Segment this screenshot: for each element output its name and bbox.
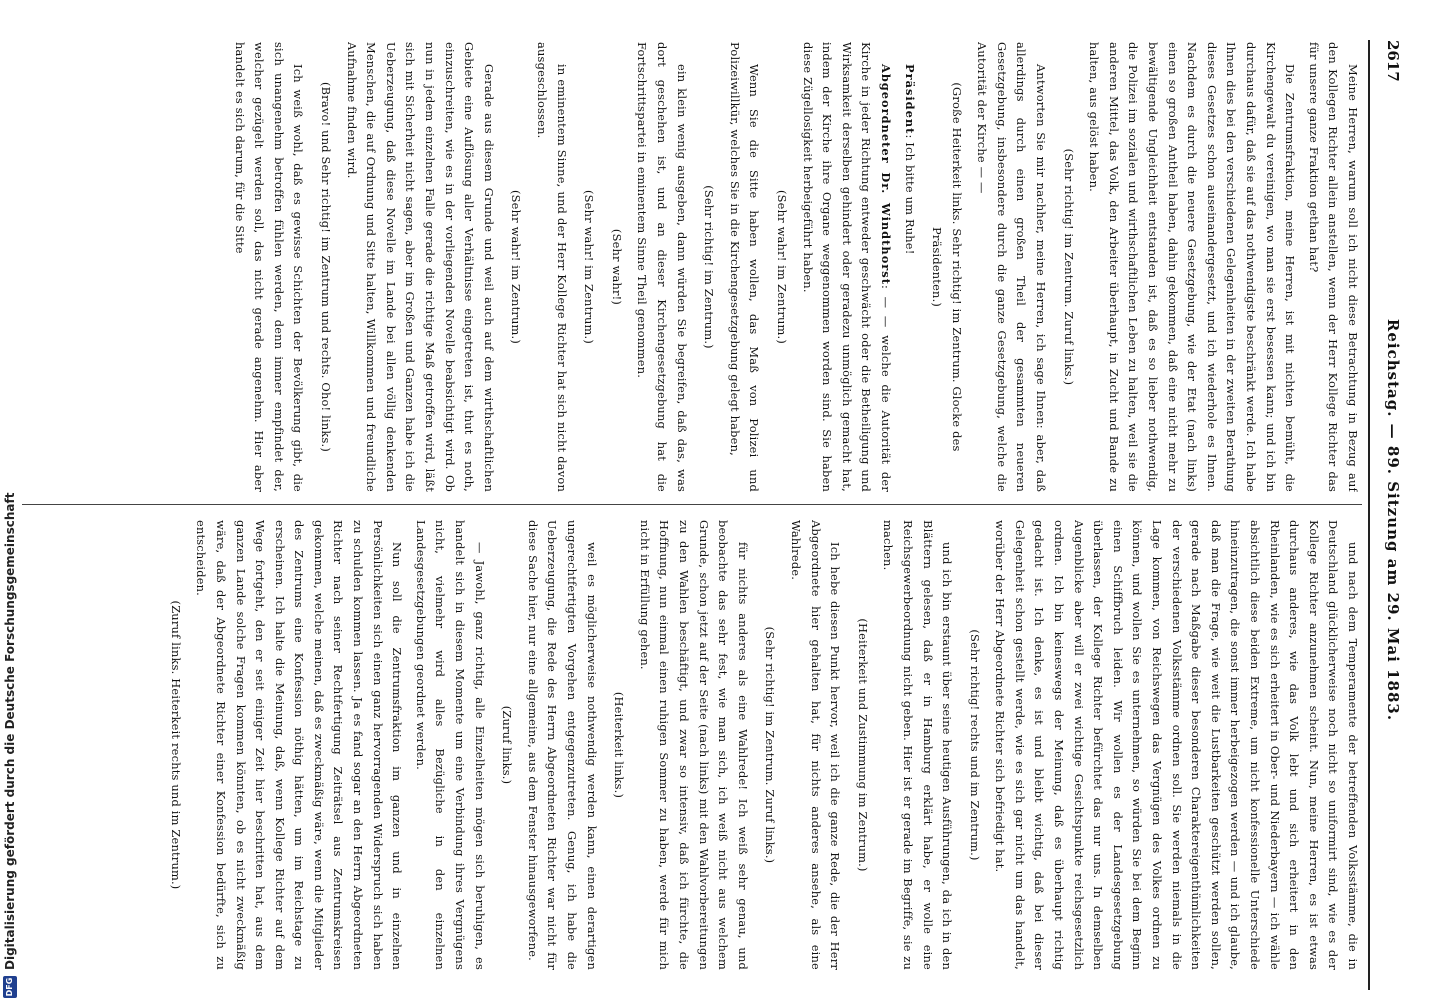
speaker-name: Abgeordneter Dr. Windthorst: [878, 64, 893, 285]
body-paragraph: Wenn Sie die Sitte haben wollen, das Maß von Polizei und Polizeiwillkür, welches Sie in die Kirchengesetzgebung gelegt haben,: [727, 42, 762, 492]
interjection-note: (Sehr richtig! im Zentrum.): [702, 185, 717, 349]
body-paragraph: weil es möglicherweise nothwendig werden kann, einen derartigen ungerechtfertigten Vorgehen entgegenzutreten. Genug, ich habe die Ueberzeugung, die Rede des Herrn Abgeordneten Richter war nicht für diese Sache hier, nur eine allgemeine, aus dem Fenster hinausgeworfene.: [525, 520, 599, 970]
interjection-note: (Sehr richtig! rechts und im Zentrum.): [967, 629, 982, 861]
body-paragraph: Nun soll die Zentrumsfraktion im ganzen und in einzelnen Persönlichkeiten sich einen ganz hervorragenden Widerspruch sich haben zu schulden kommen lassen. Ja es fand sogar an den Herrn Abgeordneten Richter nach seiner Rechtfertigung Zeiträtsel aus Zentrumskreisen gekommen, welche meinen, daß es zweckmäßig wäre, wenn die Mitglieder des Zentrums eine Konfession nöthig hätten, um im Reichstage zu erscheinen. Ich halte die Meinung, daß, wenn Kollege Richter auf dem Wege fortgeht, den er seit einiger Zeit hier beschritten hat, aus dem ganzen Lande solche Fragen kommen könnten, ob es nicht zweckmäßig wäre, daß der Abgeordnete Richter einer Konfession bedürfte, sich zu entscheiden.: [194, 520, 405, 970]
page-title: Reichstag. — 89. Sitzung am 29. Mai 1883.: [1384, 318, 1402, 722]
body-paragraph: Präsident: Ich bitte um Ruhe!: [902, 64, 917, 255]
interjection-note: (Sehr wahr! im Zentrum.): [582, 190, 597, 344]
interjection-note: (Heiterkeit und Zustimmung im Zentrum.): [855, 618, 870, 872]
interjection-note: (Heiterkeit links.): [612, 691, 627, 799]
interjection-note: (Sehr wahr!): [609, 228, 624, 306]
body-paragraph: und nach dem Temperamente der betreffenden Volksstämme, die in Deutschland glücklicherweise noch nicht so uniformirt sind, wie es der Kollege Richter anzunehmen scheint. Nun, meine Herren, es ist etwas durchaus anderes, wie das Volk lebt und sich erheitert in den Rheinlanden, wie es sich erheitert in Ober- und Niederbayern — ich wähle absichtlich diese beiden Extreme, um nicht konfessionelle Unterschiede hineinzutragen, die sonst immer herbeigezogen werden — und ich glaube, daß man die Frage, wie weit die Lustbarkeiten geschützt werden sollen, gerade nach Maßgabe dieser besonderen Charaktereigenthümlichkeiten der verschiedenen Volksstämme ordnen soll. Sie werden niemals in die Lage kommen, von Reichswegen das Vergnügen des Volkes ordnen zu können, und wollen Sie es unternehmen, so würden Sie bei dem Beginn einen Schiffbruch leiden. Wir wollen es der Landesgesetzgebung überlassen, der Kollege Richter befürchtet das nur uns. In demselben Augenblicke aber will er zwei wichtige Gesichtspunkte reichsgesetzlich ordnen. Ich bin keineswegs der Meinung, daß es überhaupt richtig gedacht ist. Ich denke, es ist und bleibt wichtig, daß bei dieser Gelegenheit schon gestellt werde, wie es sich gar nicht um das handelt, worüber der Herr Abgeordnete Richter sich befriedigt hat.: [993, 520, 1360, 970]
body-paragraph: Die Zentrumsfraktion, meine Herren, ist mit nichten bemüht, die Kirchengewalt du vereinigen, wo man sie erst besessen kann; und ich bin durchaus dafür, daß sie auf das nothwendigste beschränkt werde. Ich habe Ihnen dies bei den verschiedenen Gelegenheiten in der zweiten Berathung dieses Gesetzes schon auseinandergesetzt, und ich wiederhole es Ihnen. Nachdem es durch die neuere Gesetzgebung, wie der Etat (nach links) einen so großen Antheil haben, dahin gekommen, daß eine nicht mehr zu bewältigende Ungleichheit entstanden ist, daß es so lieber nothwendig, die Polizei im sozialen und wirthschaftlichen Leben zu halten, weil sie die anderen Mittel, das Volk, den Arbeiter überhaupt, in Zucht und Bande zu halten, aus gelöst haben.: [1087, 42, 1298, 492]
interjection-note: (Bravo! und Sehr richtig! im Zentrum und rechts. Oho! links.): [319, 82, 334, 452]
interjection-note: (Zuruf links.): [500, 705, 515, 785]
page-header: [1374, 40, 1410, 1000]
speaker-name: Präsident: [902, 64, 917, 135]
text-column-left: [22, 42, 1362, 492]
funder-notice: Digitalisierung gefördert durch die Deutsche Forschungsgemeinschaft: [3, 492, 17, 970]
dfg-logo: DFG: [3, 976, 17, 998]
body-paragraph: Antworten Sie mir nachher, meine Herren, ich sage Ihnen: aber, daß allerdings durch einen großen Theil der gesammten neueren Gesetzgebung, insbesondere durch die ganze Gesetzgebung, welche die Autorität der Kirche — —: [975, 42, 1049, 492]
body-paragraph: und ich bin erstaunt über seine heutigen Ausführungen, da ich in den Blättern gelesen, daß er in Hamburg erklärt habe, er wolle eine Reichsgewerbeordnung nicht geben. Hier ist er gerade im Begriffe, sie zu machen.: [881, 520, 955, 970]
body-paragraph: Gerade aus diesem Grunde und weil auch auf dem wirthschaftlichen Gebiete eine Auflösung aller Verhältnisse eingetreten ist, thut es noth, einzuschreiten, wie es in der vorliegenden Novelle beabsichtigt wird. Ob nun in jedem einzelnen Falle gerade die richtige Maß getroffen wird, läßt sich mit Sicherheit nicht sagen, aber im Großen und Ganzen habe ich die Ueberzeugung, daß diese Novelle im Lande bei allen völlig denkenden Menschen, die auf Ordnung und Sitte halten, Willkommen und freundliche Aufnahme finden wird.: [344, 42, 496, 492]
body-paragraph: Meine Herren, warum soll ich nicht diese Betrachtung in Bezug auf den Kollegen Richter allein anstellen, wenn der Herr Kollege Richter das für unsere ganze Fraktion gethan hat?: [1306, 42, 1360, 492]
column-divider: [22, 504, 1362, 505]
interjection-note: (Sehr richtig! im Zentrum. Zuruf links.): [763, 626, 778, 864]
body-paragraph: ein klein wenig ausgeben, dann würden Sie begreifen, daß das, was dort geschehen ist, und an dieser Kirchengesetzgebung hat die Fortschrittspartei in eminentem Sinne Theil genommen.: [635, 42, 689, 492]
interjection-note: (Sehr wahr! im Zentrum.): [509, 190, 524, 344]
header-rule: [1368, 40, 1370, 990]
body-paragraph: für nichts anderes als eine Wahlrede! Ich weiß sehr genau, und beobachte das sehr fest, wie man sich, ich weiß nicht aus welchem Grunde, schon jetzt auf der Seite (nach links) mit den Wahlvorbereitungen zu den Wahlen beschäftigt, und zwar so intensiv, daß ich fürchte, die Hoffnung, nun einmal einen ruhigen Sommer zu haben, werde für mich nicht in Erfüllung gehen.: [637, 520, 750, 970]
body-paragraph: Ich hebe diesen Punkt hervor, weil ich die ganze Rede, die der Herr Abgeordnete hier gehalten hat, für nichts anderes ansehe, als eine Wahlrede.: [788, 520, 843, 970]
interjection-note: (Sehr richtig! im Zentrum. Zuruf links.): [1061, 148, 1076, 386]
body-paragraph: Abgeordneter Dr. Windthorst: — — welche die Autorität der Kirche in jeder Richtung entweder geschwächt oder die Betheiligung und Wirksamkeit derselben gehindert oder geradezu unmöglich gemacht hat, indem der Kirche ihre Organe weggenommen worden sind. Sie haben diese Zügellosigkeit herbeigeführt haben.: [800, 42, 893, 492]
interjection-note: (Große Heiterkeit links. Sehr richtig! im Zentrum. Glocke des Präsidenten.): [930, 82, 964, 452]
interjection-note: (Sehr wahr! im Zentrum.): [774, 190, 789, 344]
body-paragraph: — Jawohl, ganz richtig, alle Einzelheiten mögen sich beruhigen, es handelt sich in diesem Momente um eine Verbindung ihres Vergnügens nicht, vielmehr wird alles Bezügliche in den einzelnen Landesgesetzgebungen geordnet werden.: [413, 520, 487, 970]
interjection-note: (Zuruf links. Heiterkeit rechts und im Zentrum.): [168, 600, 183, 890]
text-column-right: [22, 520, 1362, 970]
page-number: 2617: [1384, 40, 1402, 82]
body-paragraph: Ich weiß wohl, daß es gewisse Schichten der Bevölkerung gibt, die sich unangenehm betroffen fühlen werden, denn immer empfindet der, welcher gezügelt werden soll, das nicht gerade angenehm. Hier aber handelt es sich darum, für die Sitte: [232, 42, 306, 492]
body-paragraph: in eminentem Sinne, und der Herr Kollege Richter hat sich nicht davon ausgeschlossen.: [535, 42, 569, 492]
funder-strip: [0, 0, 24, 1000]
